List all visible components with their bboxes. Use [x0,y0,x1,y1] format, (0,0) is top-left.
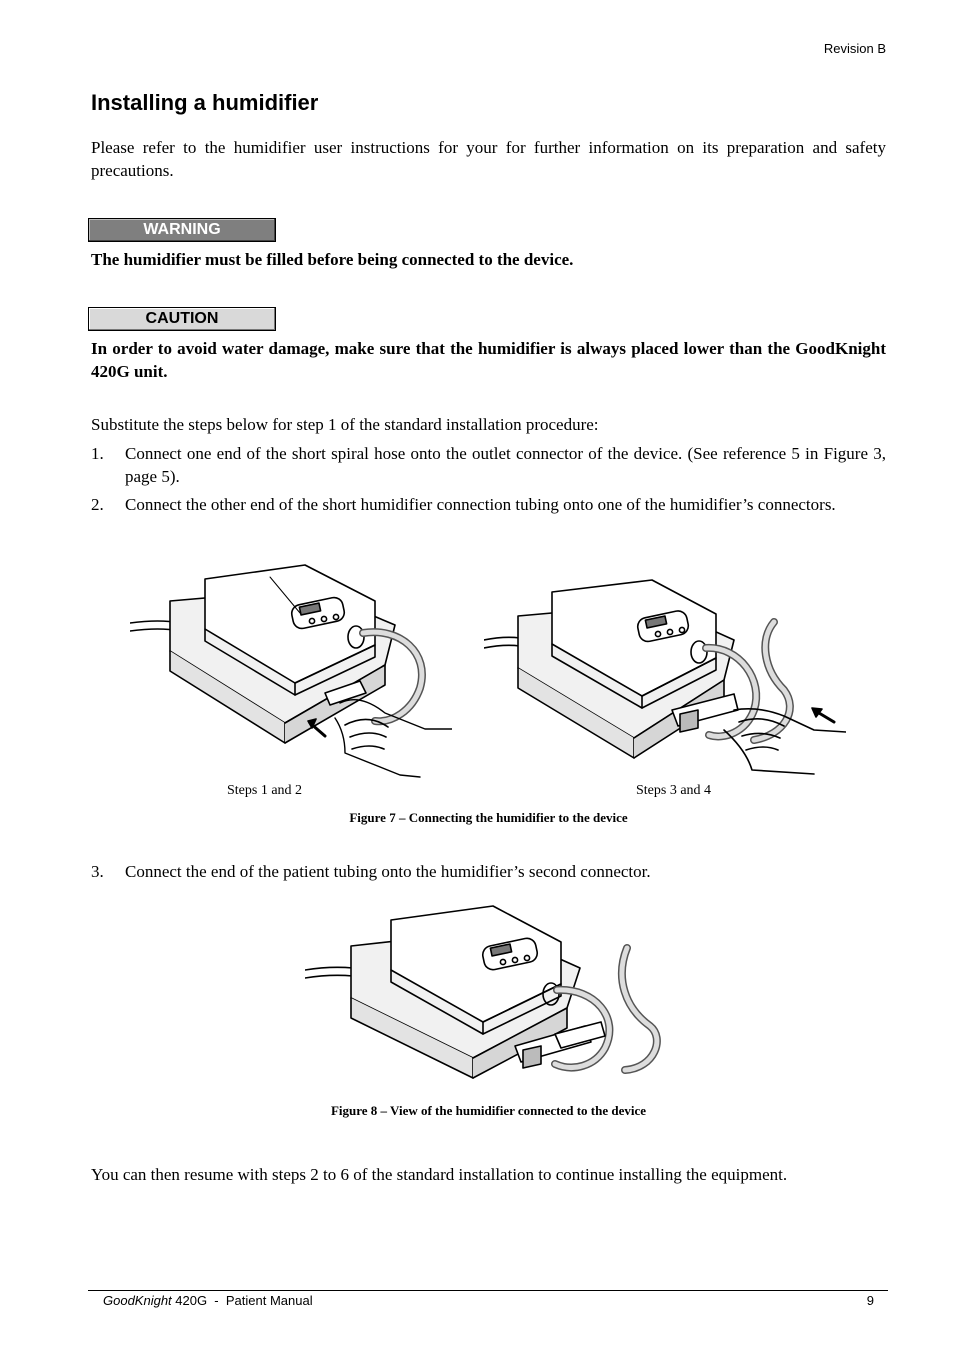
footer-divider [88,1290,888,1291]
figure8-caption: Figure 8 – View of the humidifier connected to the device [330,1103,647,1118]
intro-paragraph: Please refer to the humidifier user instructions for your for further information on its preparation and safety precautions. [91,138,886,180]
figure7-caption: Figure 7 – Connecting the humidifier to the device [349,810,628,825]
warning-text: The humidifier must be filled before being connected to the device. [91,250,574,269]
figure7-left-caption: Steps 1 and 2 [227,783,303,798]
section-title: Installing a humidifier [91,90,319,115]
revision-label: Revision B [823,41,886,56]
figure8-connected-illustration [305,898,673,1084]
footer-model: 420G - Patient Manual [171,1293,313,1308]
caution-badge: CAUTION [88,307,276,331]
step-text: Connect one end of the short spiral hose onto the outlet connector of the device. (See reference 5 in Figure 3, page 5). [125,444,886,486]
footer-brand: GoodKnight [103,1293,172,1308]
caution-text: In order to avoid water damage, make sure that the humidifier is always placed lower than the GoodKnight 420G unit. [91,339,886,381]
figure7-steps-1-2-illustration [130,553,452,778]
step-text: Connect the other end of the short humidifier connection tubing onto one of the humidifier’s connectors. [125,495,836,514]
figure7-right-caption: Steps 3 and 4 [636,783,712,798]
warning-badge: WARNING [88,218,276,242]
figure7-steps-3-4-illustration [484,560,846,778]
closing-paragraph: You can then resume with steps 2 to 6 of the standard installation to continue installing the equipment. [91,1165,788,1184]
page-number: 9 [866,1293,874,1308]
procedure-lead: Substitute the steps below for step 1 of the standard installation procedure: [91,415,599,434]
step-text: Connect the end of the patient tubing onto the humidifier’s second connector. [125,862,651,881]
step-number: 2. [91,495,104,514]
footer-manual-title [103,1293,313,1308]
step-number: 3. [91,862,104,881]
step-number: 1. [91,444,104,463]
